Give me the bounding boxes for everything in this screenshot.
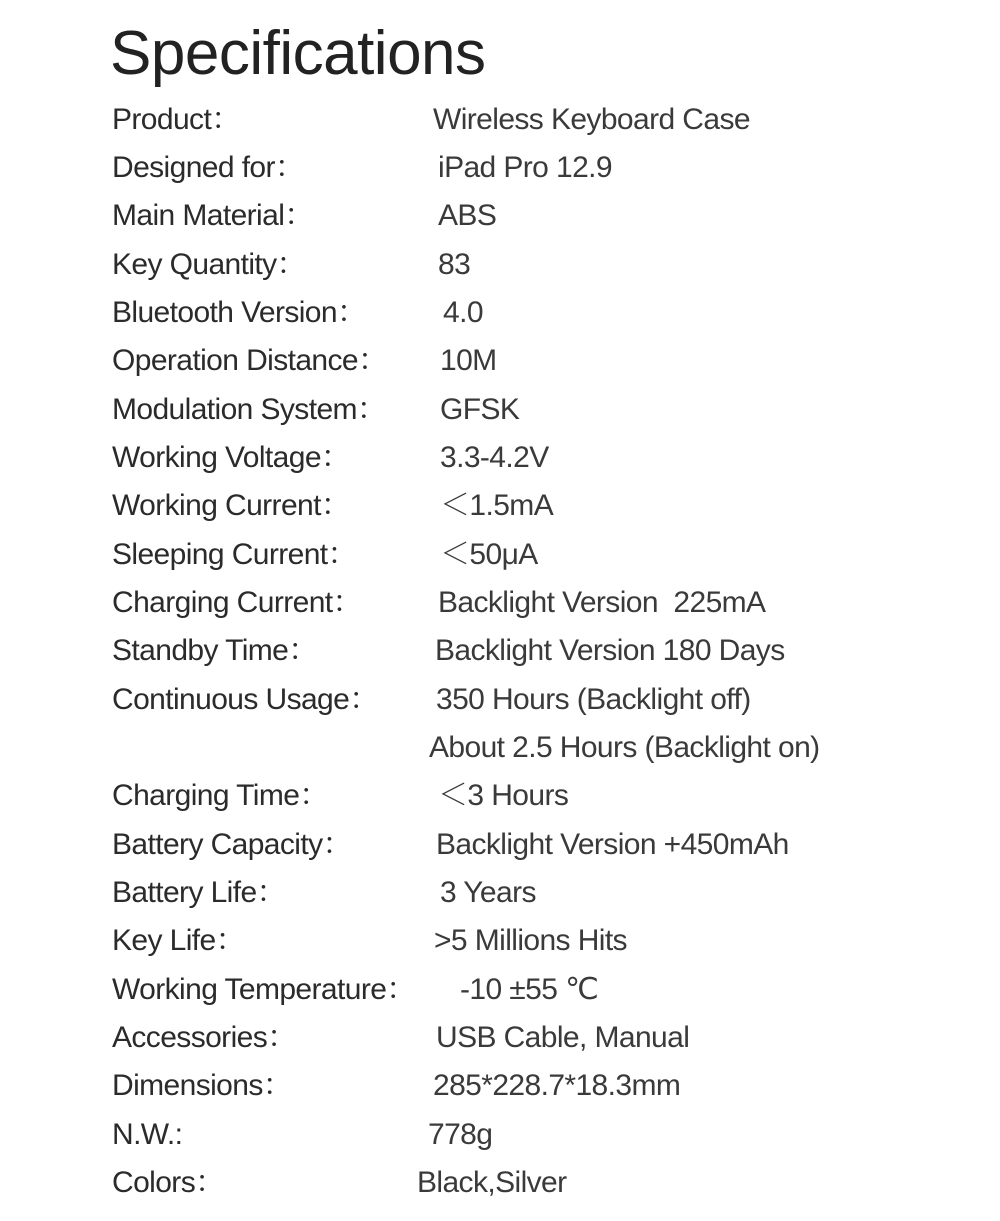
spec-row-designed-for <box>0 144 1000 192</box>
spec-row-bluetooth-version <box>0 289 1000 337</box>
spec-label: Dimensions： <box>112 1069 293 1102</box>
spec-label: Colors： <box>112 1166 225 1199</box>
spec-label: Sleeping Current： <box>112 538 357 571</box>
spec-row-charging-time <box>0 772 1000 820</box>
spec-value: Backlight Version 180 Days <box>435 634 785 667</box>
spec-value: About 2.5 Hours (Backlight on) <box>429 731 820 764</box>
spec-value: 83 <box>438 248 471 281</box>
spec-row-sleeping-current <box>0 531 1000 579</box>
spec-value: 778g <box>428 1118 493 1151</box>
spec-label: Working Current： <box>112 489 351 522</box>
spec-row-main-material <box>0 192 1000 240</box>
spec-label: Main Material： <box>112 199 314 232</box>
spec-label: Product： <box>112 103 241 136</box>
spec-value: 350 Hours (Backlight off) <box>436 683 751 716</box>
spec-label: Continuous Usage： <box>112 683 379 716</box>
spec-row-product <box>0 96 1000 144</box>
spec-value: Black,Silver <box>417 1166 567 1199</box>
spec-label: Battery Capacity： <box>112 828 352 861</box>
spec-row-charging-current <box>0 579 1000 627</box>
spec-label: Charging Current： <box>112 586 362 619</box>
spec-value: 10M <box>440 344 497 377</box>
spec-row-continuous-usage <box>0 676 1000 724</box>
spec-row-working-voltage <box>0 434 1000 482</box>
spec-row-colors <box>0 1159 1000 1207</box>
spec-value: iPad Pro 12.9 <box>438 151 612 184</box>
spec-value: USB Cable, Manual <box>436 1021 690 1054</box>
spec-row-net-weight <box>0 1111 1000 1159</box>
spec-row-key-quantity <box>0 241 1000 289</box>
spec-value: Wireless Keyboard Case <box>433 103 750 136</box>
spec-row-operation-distance <box>0 337 1000 385</box>
spec-value: Backlight Version +450mAh <box>436 828 789 861</box>
spec-label: Battery Life： <box>112 876 286 909</box>
spec-row-key-life <box>0 917 1000 965</box>
spec-value: Backlight Version 225mA <box>438 586 766 619</box>
spec-value: ＜1.5mA <box>440 489 554 522</box>
spec-value: >5 Millions Hits <box>434 924 627 957</box>
spec-label: Working Voltage： <box>112 441 351 474</box>
spec-row-standby-time <box>0 627 1000 675</box>
spec-row-battery-capacity <box>0 821 1000 869</box>
spec-value: 3.3-4.2V <box>440 441 549 474</box>
spec-label: Designed for： <box>112 151 305 184</box>
spec-row-modulation-system <box>0 386 1000 434</box>
spec-value: 4.0 <box>443 296 483 329</box>
spec-label: Modulation System： <box>112 393 387 426</box>
spec-label: Key Quantity： <box>112 248 306 281</box>
spec-label: Operation Distance： <box>112 344 388 377</box>
spec-row-continuous-usage-cont <box>0 724 1000 772</box>
spec-label: Key Life： <box>112 924 245 957</box>
spec-row-accessories <box>0 1014 1000 1062</box>
spec-row-battery-life <box>0 869 1000 917</box>
page-title: Specifications <box>110 19 486 88</box>
spec-row-working-temperature <box>0 966 1000 1014</box>
spec-value: ABS <box>438 199 497 232</box>
spec-value: -10 ±55 ℃ <box>460 973 599 1006</box>
spec-value: ＜3 Hours <box>438 779 569 812</box>
spec-value: GFSK <box>440 393 520 426</box>
spec-row-working-current <box>0 482 1000 530</box>
spec-label: N.W.: <box>112 1118 183 1151</box>
spec-label: Standby Time： <box>112 634 318 667</box>
spec-label: Bluetooth Version： <box>112 296 367 329</box>
spec-value: ＜50μA <box>440 538 538 571</box>
spec-row-dimensions <box>0 1062 1000 1110</box>
spec-label: Accessories： <box>112 1021 297 1054</box>
spec-label: Charging Time： <box>112 779 329 812</box>
spec-value: 285*228.7*18.3mm <box>433 1069 681 1102</box>
spec-value: 3 Years <box>440 876 536 909</box>
spec-label: Working Temperature： <box>112 973 416 1006</box>
